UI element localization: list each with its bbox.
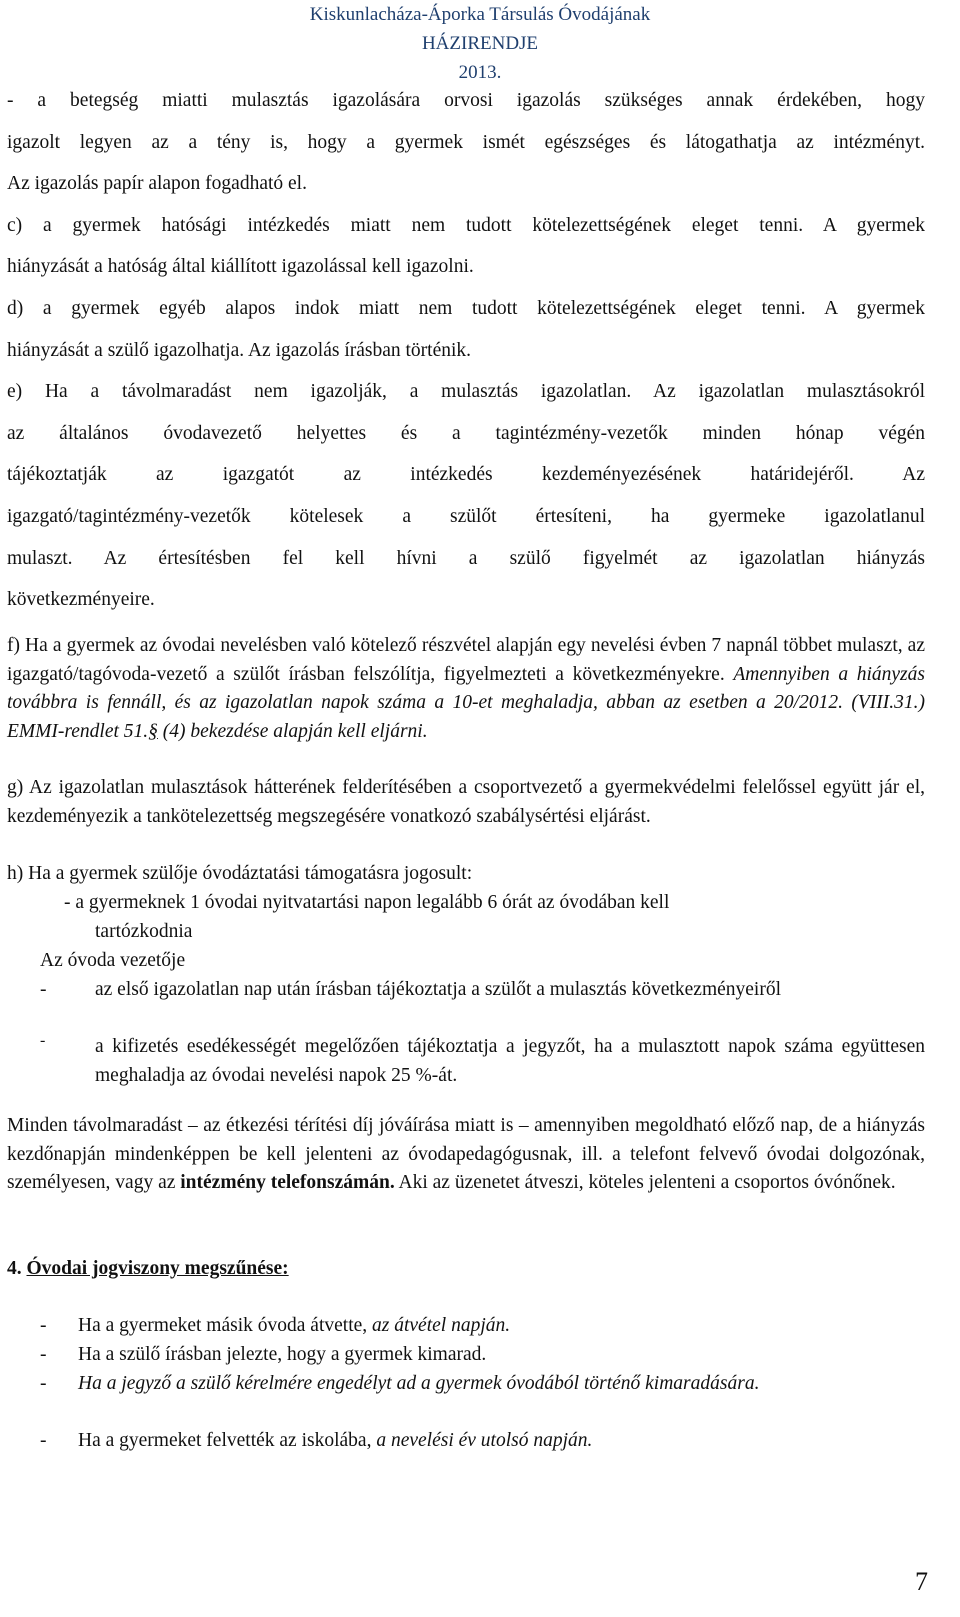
list-item-italic: Ha a jegyző a szülő kérelmére engedélyt ad a gyermek óvodából történő kimaradására. [78,1373,760,1394]
text-line: - a betegség miatti mulasztás igazolására orvosi igazolás szükséges annak érdekében, hogy [7,90,925,111]
text-line: igazgató/tagintézmény-vezetők kötelesek a szülőt értesíteni, ha gyermeke igazolatlanul [7,505,925,527]
section-4-number: 4. [7,1258,27,1279]
list-item-text: Ha a szülő írásban jelezte, hogy a gyermek kimarad. [78,1344,487,1365]
list-item-italic: az átvétel napján. [372,1315,511,1336]
list-dash: - [40,1430,47,1451]
text-line: tájékoztatják az igazgatót az intézkedés kezdeményezésének határidejéről. Az [7,464,925,486]
section-4-title: Óvodai jogviszony megszűnése: [26,1258,289,1279]
paragraph-h-sub: - a gyermeknek 1 óvodai nyitvatartási napon legalább 6 órát az óvodában kell [64,892,670,913]
text-line: mulaszt. Az értesítésben fel kell hívni a szülő figyelmét az igazolatlan hiányzás [7,547,925,569]
text-line: az általános óvodavezető helyettes és a tagintézmény-vezetők minden hónap végén [7,422,925,444]
list-dash: - [40,1315,47,1336]
paragraph-f-italic: Amennyiben a hiányzás továbbra is fennáll, és az igazolatlan napok száma a 10-et meghaladja, abban az esetben a 20/2012. (VIII.31.) EMMI-rendlet 51. [7,663,925,742]
notification-text: Minden távolmaradást – az étkezési térítési díj jóváírása miatt is – amennyiben megoldható előző nap, de a hiányzás kezdőnapján mindenképpen be kell jelenteni az óvodapedagógusnak, ill. a telefont felvevő óvodai dolgozónak, személyesen, vagy az [7,1115,925,1193]
section-sign: § [148,720,158,742]
paragraph-f-text: f) Ha a gyermek az óvodai nevelésben való kötelező részvétel alapján egy nevelési évben 7 napnál többet mulaszt, az igazgató/tagóvoda-vezető a szülőt írásban felszólítja, figyelmezteti a következményekre. [7,635,925,685]
notification-bold: intézmény telefonszámán. [180,1172,395,1193]
section-4-heading [7,1255,925,1284]
header-year: 2013. [458,62,502,83]
absence-rules-block [7,80,925,621]
text-line: e) Ha a távolmaradást nem igazolják, a mulasztás igazolatlan. Az igazolatlan mulasztásokról [7,381,925,403]
list-item-text: Ha a gyermeket másik óvoda átvette, [78,1315,373,1336]
bullet-item: az első igazolatlan nap után írásban tájékoztatja a szülőt a mulasztás következményeiről [95,979,782,1000]
text-line: következményeire. [7,589,155,611]
list-item-text: Ha a gyermeket felvették az iskolába, [78,1430,377,1451]
header-title: HÁZIRENDJE [421,33,539,54]
bullet-item: a kifizetés esedékességét megelőzően tájékoztatja a jegyzőt, ha a mulasztott napok száma együttesen meghaladja az óvodai nevelési napok 25 %-át. [95,1036,925,1086]
page-number: 7 [915,1567,928,1596]
list-item-italic: a nevelési év utolsó napján. [376,1430,593,1451]
paragraph-f-italic-end: (4) bekezdése alapján kell eljárni. [157,720,428,742]
paragraph-f [7,632,925,746]
text-line: c) a gyermek hatósági intézkedés miatt nem tudott kötelezettségének eleget tenni. A gyermek [7,214,925,236]
text-line: Az igazolás papír alapon fogadható el. [7,173,307,195]
paragraph-h: h) Ha a gyermek szülője óvodáztatási támogatásra jogosult: [7,863,473,884]
text-line: igazolt legyen az a tény is, hogy a gyermek ismét egészséges és látogathatja az intézményt. [7,131,925,153]
text-line: d) a gyermek egyéb alapos indok miatt nem tudott kötelezettségének eleget tenni. A gyermek [7,297,925,319]
list-dash: - [40,1344,47,1365]
notification-tail: Aki az üzenetet átveszi, köteles jelenteni a csoportos óvónőnek. [394,1172,896,1193]
list-item [78,1427,925,1456]
paragraph-h-sub-cont: tartózkodnia [95,921,193,942]
list-item [78,1341,925,1370]
paragraph-g: g) Az igazolatlan mulasztások hátterének felderítésében a csoportvezető a gyermekvédelmi felelőssel együtt jár el, kezdeményezik a tankötelezettség megszegésére vonatkozó szabálysértési eljárást. [7,777,925,827]
list-dash: - [40,1373,47,1394]
leader-line: Az óvoda vezetője [40,950,186,971]
bullet-dash: - [40,979,47,1000]
list-item [78,1312,925,1341]
list-item [78,1370,925,1399]
bullet-dash: - [40,1032,46,1049]
text-line: hiányzását a szülő igazolhatja. Az igazolás írásban történik. [7,339,472,361]
text-line: hiányzását a hatóság által kiállított igazolással kell igazolni. [7,256,474,278]
paragraph-notification [7,1112,925,1198]
header-institution: Kiskunlacháza-Áporka Társulás Óvodájának [309,4,651,25]
